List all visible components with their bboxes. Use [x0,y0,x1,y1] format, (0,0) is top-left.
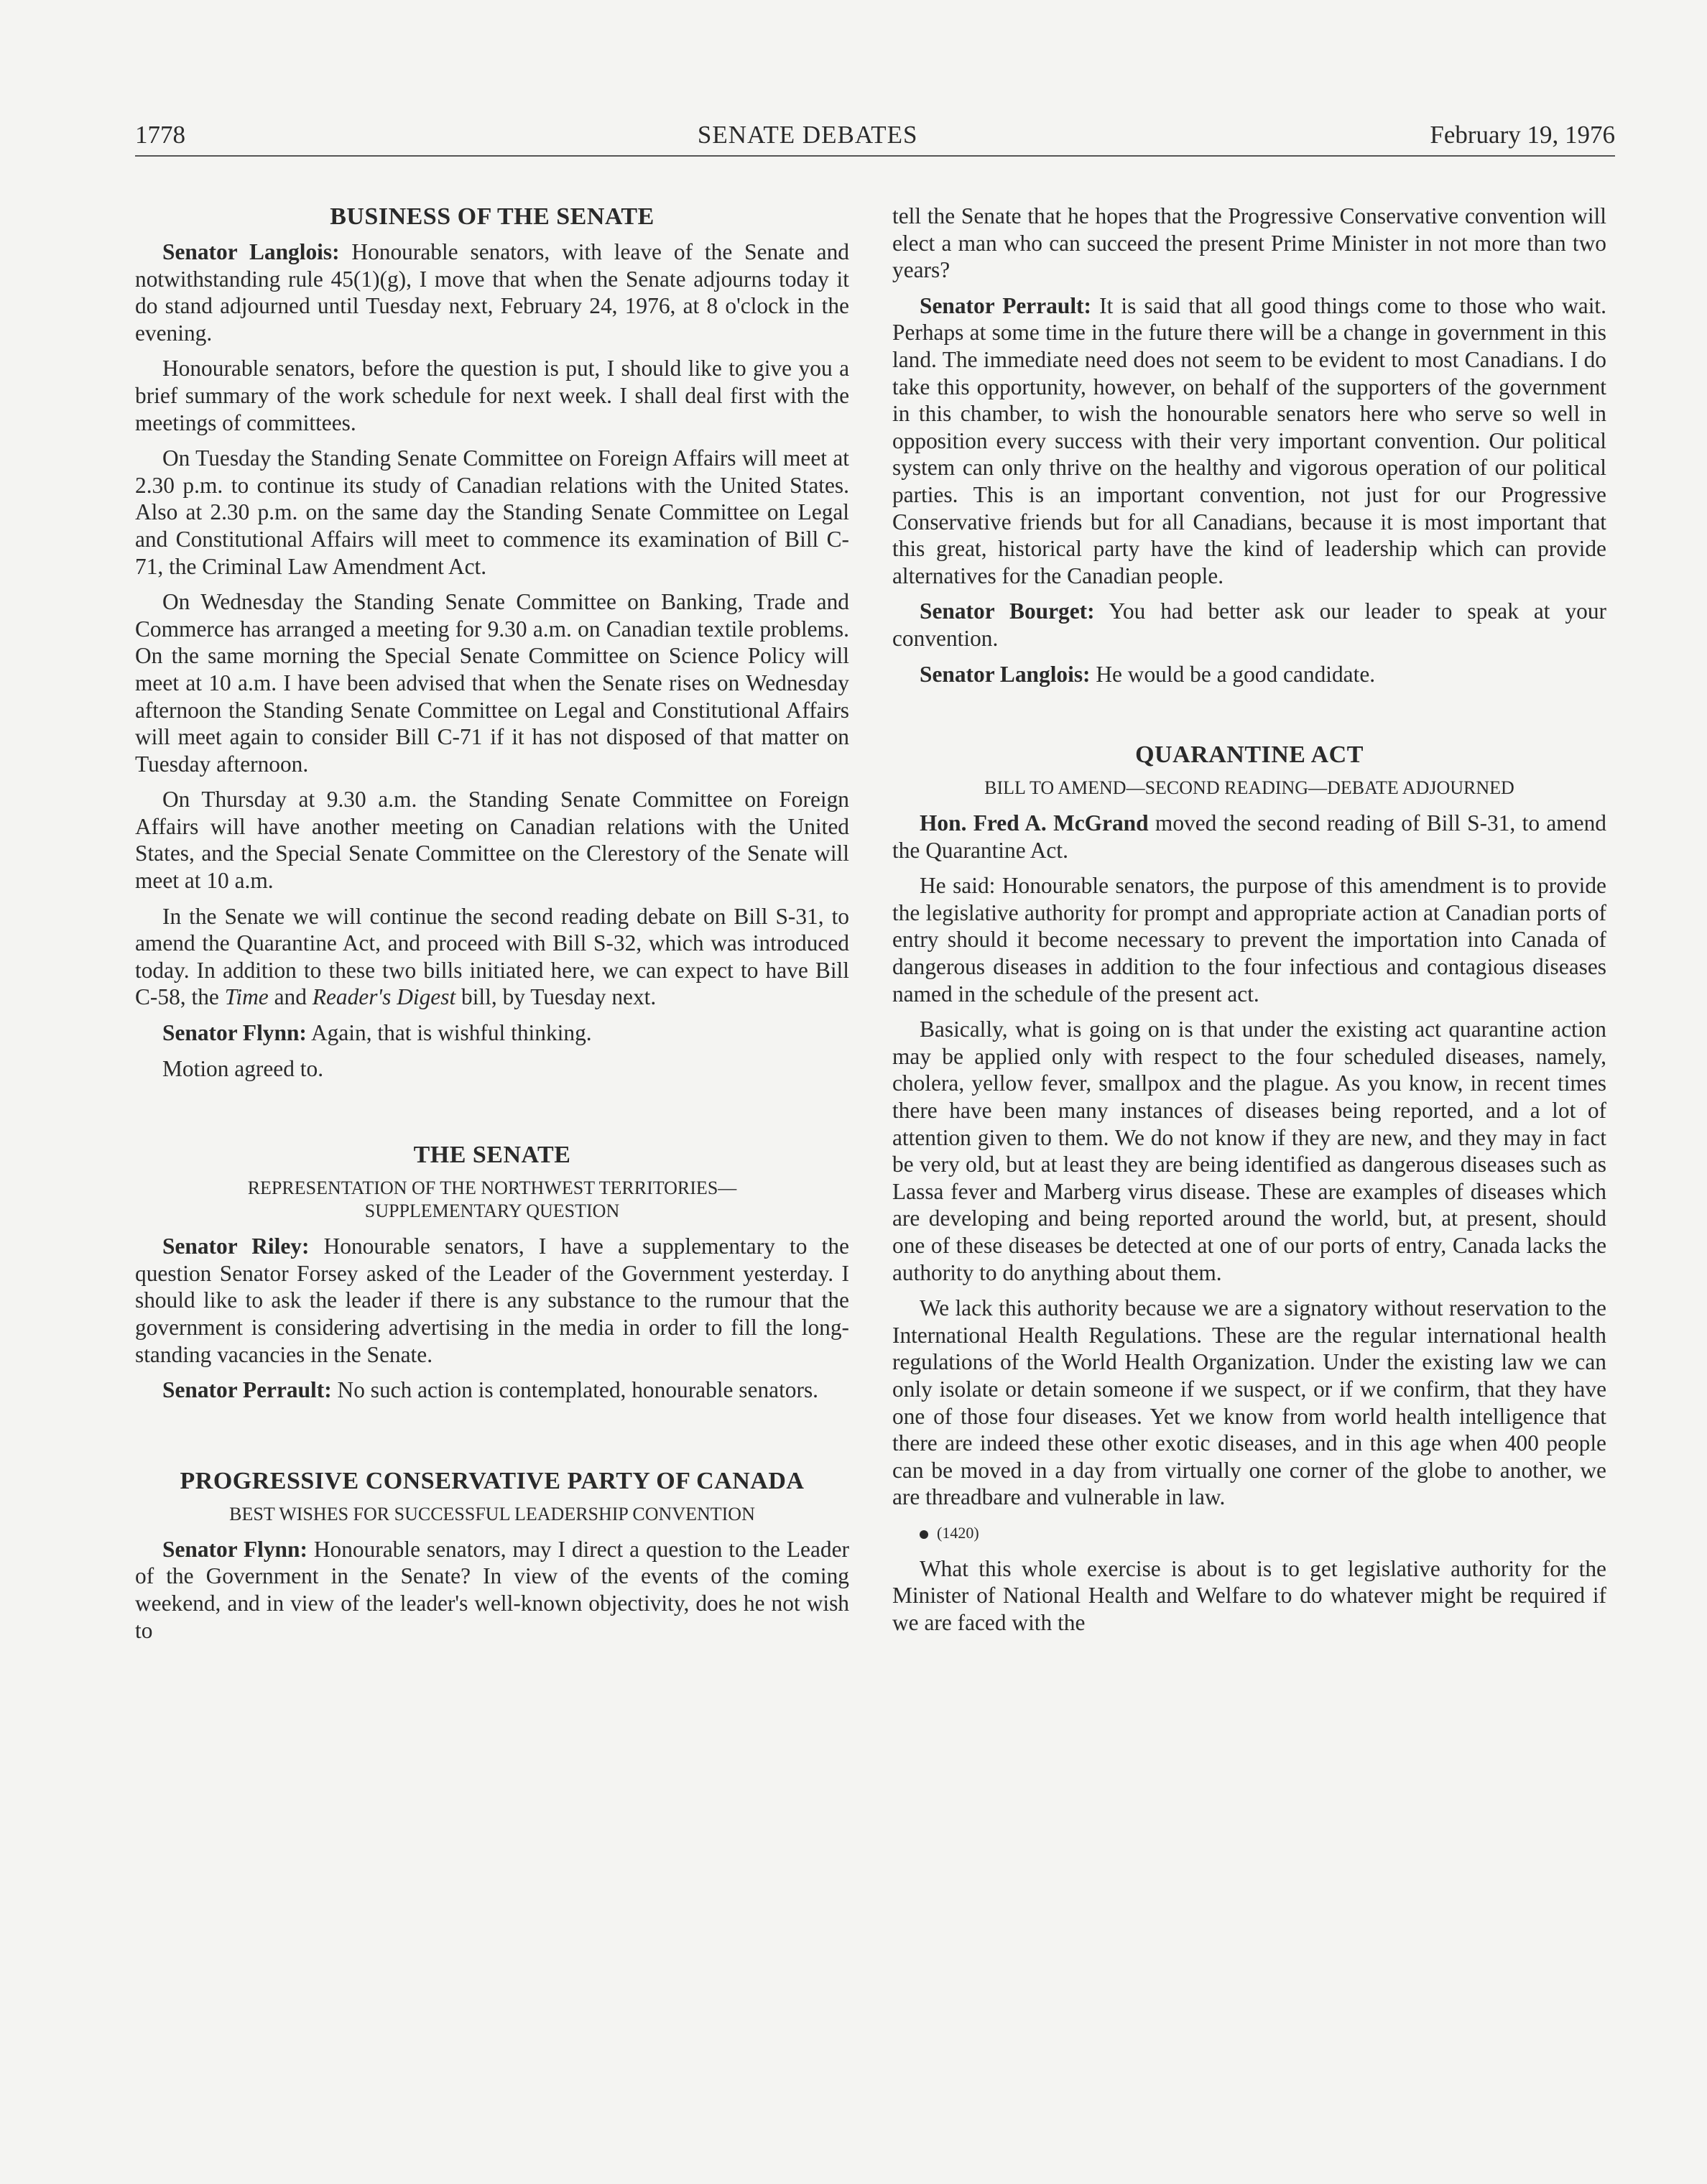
paragraph-continued: tell the Senate that he hopes that the Progressive Conservative convention will elect a man who can succeed the present Prime Minister in not more than two years? [892,203,1606,283]
speaker-name: Senator Perrault: [162,1377,332,1403]
speech-text: moved the second reading of Bill S-31, to amend the Quarantine Act. [892,810,1607,863]
section-subheading: BEST WISHES FOR SUCCESSFUL LEADERSHIP CONVENTION [229,1503,755,1524]
paragraph [892,598,1606,652]
running-head [135,121,1615,157]
publication-title: SENATE DEBATES [697,121,918,149]
paragraph: On Wednesday the Standing Senate Committee on Banking, Trade and Commerce has arranged a meeting for 9.30 a.m. on Canadian textile problems. On the same morning the Special Senate Committee on Science Policy will meet at 10 a.m. I have been advised that when the Senate rises on Wednesday afternoon the Standing Senate Committee on Legal and Constitutional Affairs will meet again to consider Bill C-71 if it has not disposed of that matter on Tuesday afternoon. [135,589,849,777]
speech-text: Again, that is wishful thinking. [306,1020,592,1046]
time-marker-text: (1420) [937,1523,979,1542]
issue-date: February 19, 1976 [1430,121,1615,149]
speaker-name: Senator Perrault: [920,292,1091,318]
publication-name: Reader's Digest [312,984,456,1010]
speech-text: bill, by Tuesday next. [455,984,657,1010]
paragraph: On Tuesday the Standing Senate Committee on Foreign Affairs will meet at 2.30 p.m. to continue its study of Canadian relations with the United States. Also at 2.30 p.m. on the same day the Standing Senate Committee on Legal and Constitutional Affairs will meet to commence its examination of Bill C-71, the Criminal Law Amendment Act. [135,445,849,579]
section-subheading: BILL TO AMEND—SECOND READING—DEBATE ADJOURNED [984,777,1514,799]
paragraph: Honourable senators, before the question is put, I should like to give you a brief summary of the work schedule for next week. I shall deal first with the meetings of committees. [135,356,849,435]
section-gap [135,1091,849,1141]
bullet-icon [920,1530,928,1539]
speech-text: No such action is contemplated, honourable senators. [331,1377,819,1403]
paragraph: What this whole exercise is about is to get legislative authority for the Minister of National Health and Welfare to do whatever might be required if we are faced with the [892,1555,1606,1635]
right-column [892,203,1606,1644]
time-marker [892,1519,1606,1547]
speech-text: and [268,984,313,1010]
speech-text: You had better ask our leader to speak at your convention. [892,598,1606,651]
speech-text: He would be a good candidate. [1090,661,1376,687]
paragraph [135,239,849,346]
paragraph: Basically, what is going on is that under the existing act quarantine action may be applied only with respect to the four scheduled diseases, namely, cholera, yellow fever, smallpox and the plague. As you know, in recent times there have been many instances of diseases being reported, and a lot of attention given to them. We do not know if they are new, and they may in fact be very old, but at least they are being identified as dangerous diseases such as Lassa fever and Marberg virus disease. These are examples of diseases which are developing and being reported around the world, but, at present, should one of these diseases be detected at one of our ports of entry, Canada lacks the authority to do anything about them. [892,1017,1606,1285]
speech-text: Honourable senators, with leave of the Senate and notwithstanding rule 45(1)(g), I move that when the Senate adjourns today it do stand adjourned until Tuesday next, February 24, 1976, at 8 o'clock in the evening. [135,239,850,346]
speech-text: In the Senate we will continue the second reading debate on Bill S-31, to amend the Quarantine Act, and proceed with Bill S-32, which was introduced today. In addition to these two bills initiated here, we can expect to have Bill C-58, the [135,903,849,1010]
paragraph [135,1019,849,1047]
speaker-name: Senator Flynn: [162,1536,307,1562]
speech-text: Honourable senators, I have a supplementary to the question Senator Forsey asked of the Leader of the Government yesterday. I should like to ask the leader if there is any substance to the rumour that the government is considering advertising in the media in order to fill the long-standing vacancies in the Senate. [135,1234,849,1367]
paragraph: We lack this authority because we are a signatory without reservation to the International Health Regulations. These are the regular international health regulations of the World Health Organization. Under the existing law we can only isolate or detain someone if we suspect, or if we confirm, that they have one of those four diseases. Yet we know from world health intelligence that there are indeed these other exotic diseases, and in this age when 400 people can be moved in a day from virtually one corner of the globe to another, we are threadbare and vulnerable in law. [892,1295,1606,1510]
paragraph [892,661,1606,688]
section-subheading [135,1177,849,1223]
speaker-name: Senator Langlois: [162,239,340,264]
speech-text: Honourable senators, may I direct a question to the Leader of the Government in the Senate? In view of the events of the coming weekend, and in view of the leader's well-known objectivity, does he not wish to [135,1536,849,1643]
section-heading-business: BUSINESS OF THE SENATE [330,203,654,230]
paragraph: He said: Honourable senators, the purpose of this amendment is to provide the legislative authority for prompt and appropriate action at Canadian ports of entry should it become necessary to prevent the importation into Canada of dangerous diseases in addition to the four infectious and contagious diseases named in the schedule of the present act. [892,873,1606,1007]
section-heading-quarantine: QUARANTINE ACT [1135,741,1364,769]
paragraph [135,1376,849,1404]
section-gap [892,696,1606,741]
paragraph: On Thursday at 9.30 a.m. the Standing Senate Committee on Foreign Affairs will have another meeting on Canadian relations with the United States, and the Special Senate Committee on the Clerestory of the Senate will meet at 10 a.m. [135,787,849,894]
page-number: 1778 [135,121,185,149]
section-heading-pc: PROGRESSIVE CONSERVATIVE PARTY OF CANADA [180,1467,805,1494]
section-heading-senate: THE SENATE [413,1142,571,1169]
paragraph [892,292,1606,590]
speech-text: It is said that all good things come to those who wait. Perhaps at some time in the future there will be a change in government in this land. The immediate need does not seem to be evident to most Canadians. I do take this opportunity, however, on behalf of the supporters of the government in this chamber, to wish the honourable senators here who serve so well in opposition every success with their very important convention. Our political system can only thrive on the healthy and vigorous operation of our political parties. This is an important convention, not just for our Progressive Conservative friends but for all Canadians, because it is most important that this great, historical party have the kind of leadership which can provide alternatives for the Canadian people. [892,292,1606,588]
subheading-line: SUPPLEMENTARY QUESTION [364,1200,620,1222]
paragraph [135,903,849,1011]
speaker-name: Hon. Fred A. McGrand [920,810,1149,836]
speaker-name: Senator Riley: [162,1234,310,1259]
speaker-name: Senator Flynn: [162,1020,307,1046]
speaker-name: Senator Bourget: [920,598,1095,624]
subheading-line: REPRESENTATION OF THE NORTHWEST TERRITORIES— [247,1177,737,1199]
paragraph [892,810,1606,864]
paragraph [135,1233,849,1368]
paragraph: Motion agreed to. [162,1055,324,1081]
section-gap [135,1412,849,1467]
paragraph [135,1536,849,1644]
left-column [135,203,849,1652]
publication-name: Time [224,984,269,1010]
speaker-name: Senator Langlois: [920,661,1091,687]
